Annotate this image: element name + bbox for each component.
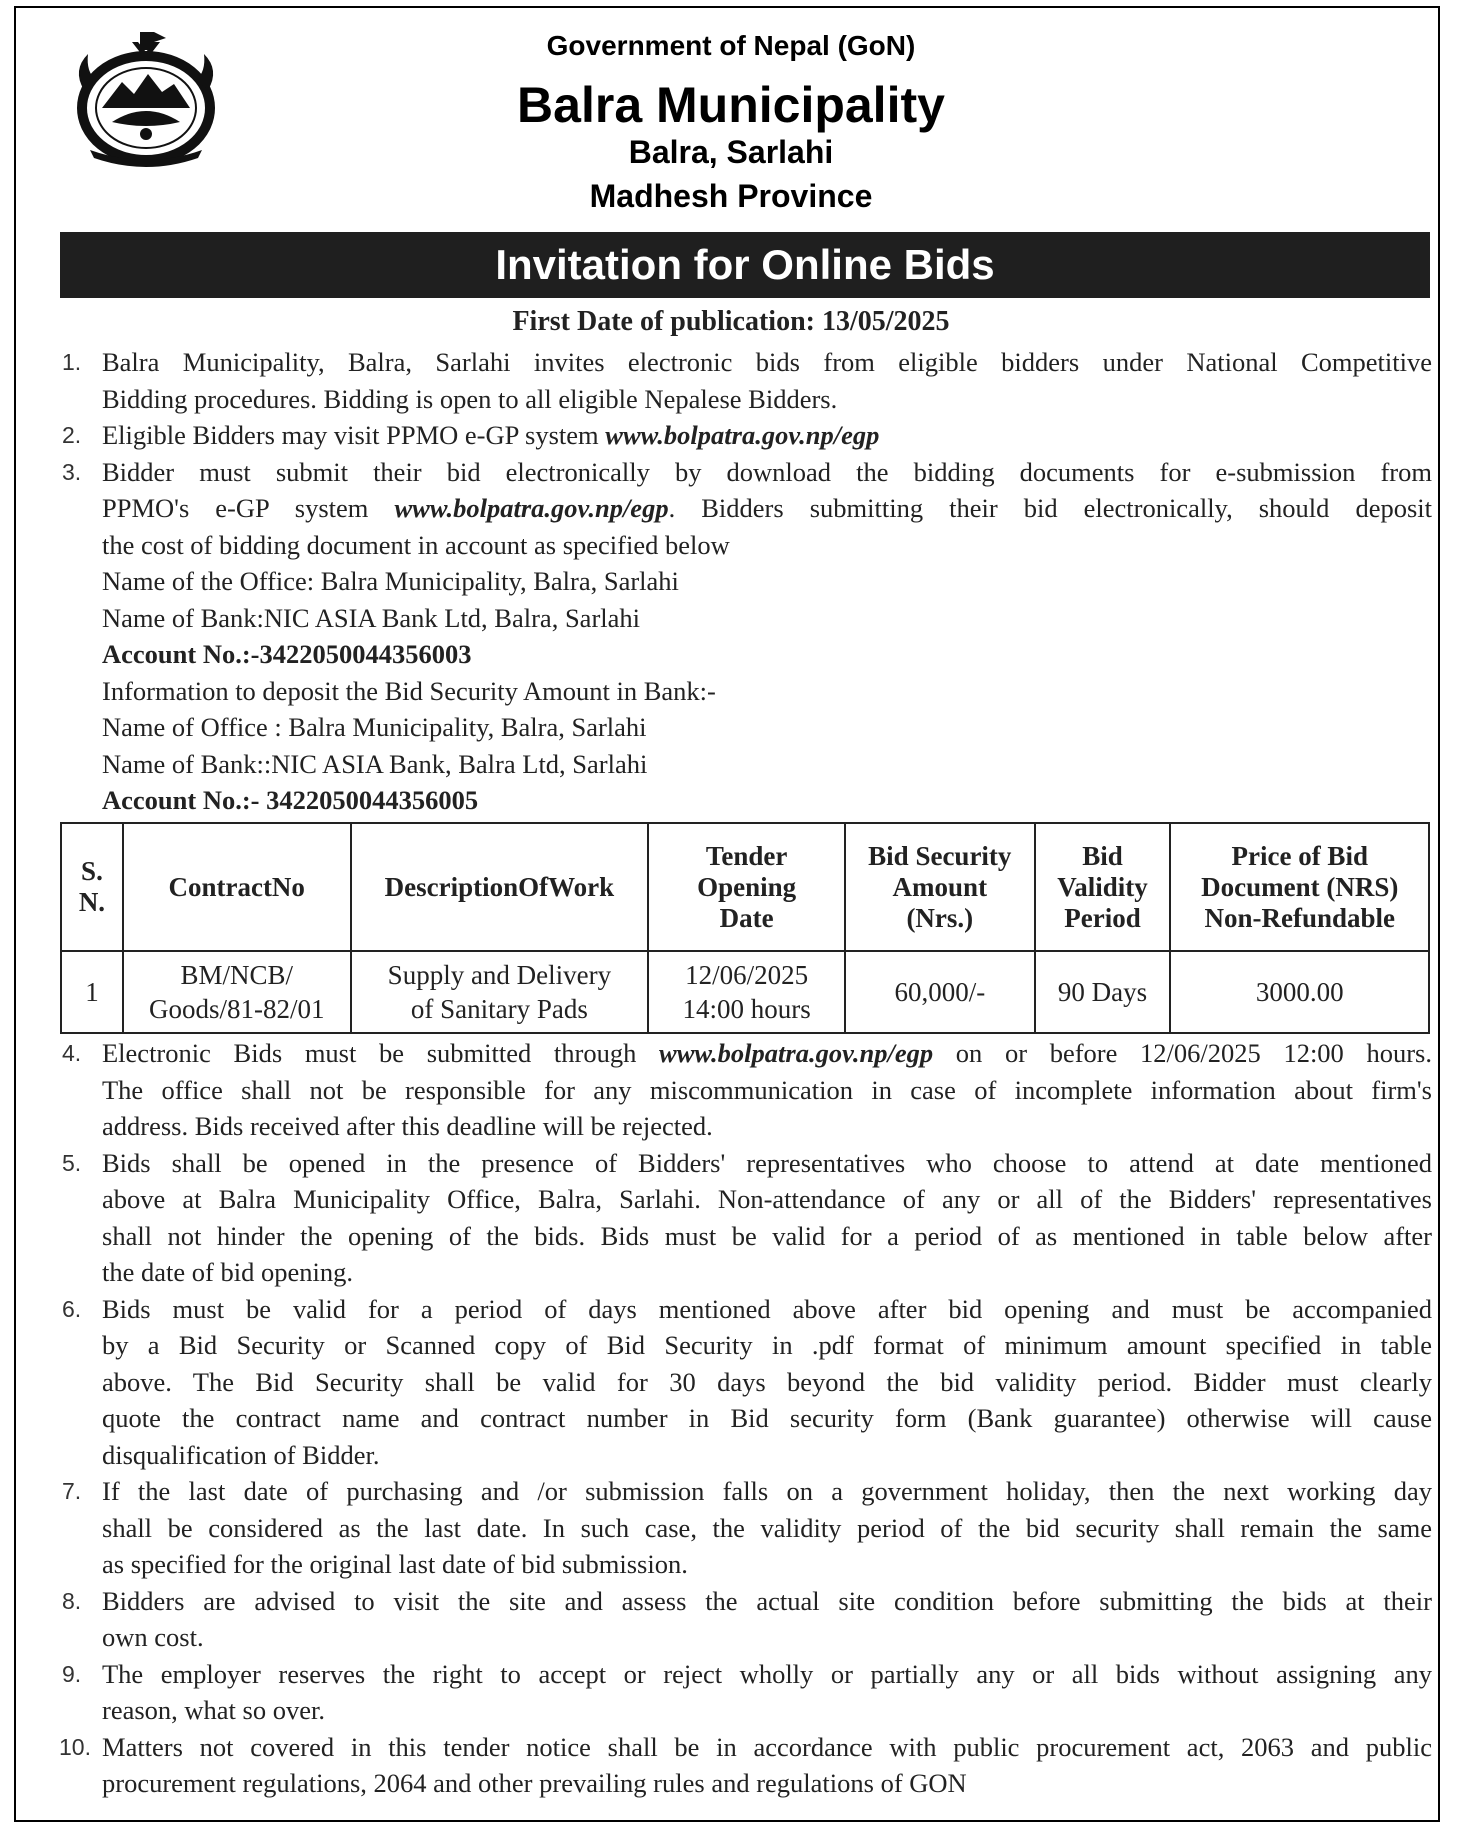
notice-item-10: 10. Matters not covered in this tender notice shall be in accordance with public procurement act, 2063 and public procurement regulations, 2064 and other prevailing rules and regulations of GON	[59, 1731, 1432, 1798]
notice-item-5: 5. Bids shall be opened in the presence of Bidders' representatives who choose to attend at date mentioned above at Balra Municipality Office, Balra, Sarlahi. Non-attendance of any or all of the Bidders' representatives shall not hinder the opening of the bids. Bids must be valid for a period of as mentioned in table below after the date of bid opening.	[62, 1147, 1432, 1287]
office-name-1: Name of the Office: Balra Municipality, Balra, Sarlahi	[102, 566, 679, 596]
notice-item-3: 3. Bidder must submit their bid electronically by download the bidding documents for e-submission from PPMO's e-GP system www.bolpatra.gov.np/egp. Bidders submitting their bid electronically, should deposit the cost of bidding document in account as specified below Name of the Office: Balra Municipality, Balra, Sarlahi Name of Bank:NIC ASIA Bank Ltd, Balra, Sarlahi Account No.:-3422050044356003 Information to deposit the Bid Security Amount in Bank:- Name of Office : Balra Municipality, Balra, Sarlahi Name of Bank::NIC ASIA Bank, Balra Ltd, Sarlahi Account No.:- 3422050044356005	[62, 454, 1432, 819]
office-name-2: Name of Office : Balra Municipality, Balra, Sarlahi	[102, 712, 647, 742]
bid-table	[60, 822, 1430, 1034]
bank-name-1: Name of Bank:NIC ASIA Bank Ltd, Balra, Sarlahi	[102, 602, 641, 633]
notice-title-banner: Invitation for Online Bids	[60, 232, 1430, 298]
header-description: DescriptionOfWork	[351, 823, 649, 951]
header-validity: Bid Validity Period	[1035, 823, 1171, 951]
cell-sn: 1	[61, 951, 123, 1033]
publication-date: First Date of publication: 13/05/2025	[512, 306, 950, 337]
cell-price: 3000.00	[1170, 951, 1429, 1033]
notice-item-4: 4. Electronic Bids must be submitted through www.bolpatra.gov.np/egp on or before 12/06/2025 12:00 hours. The office shall not be responsible for any miscommunication in case of incomplete information about firm's address. Bids received after this deadline will be rejected.	[62, 1038, 1432, 1141]
notice-item-1: 1. Balra Municipality, Balra, Sarlahi invites electronic bids from eligible bidders under National Competitive Bidding procedures. Bidding is open to all eligible Nepalese Bidders.	[62, 347, 1432, 414]
notice-item-9: 9. The employer reserves the right to accept or reject wholly or partially any or all bids without assigning any reason, what so over.	[62, 1658, 1432, 1725]
header-contract: ContractNo	[123, 823, 351, 951]
notice-items-top	[62, 344, 1432, 819]
egp-link[interactable]: www.bolpatra.gov.np/egp	[394, 493, 669, 523]
province-name: Madhesh Province	[589, 178, 873, 214]
table-header-row	[61, 823, 1429, 951]
cell-contract: BM/NCB/ Goods/81-82/01	[123, 951, 351, 1033]
table-row	[61, 951, 1429, 1033]
account-number-2: Account No.:- 3422050044356005	[102, 785, 479, 815]
cell-validity: 90 Days	[1035, 951, 1171, 1033]
government-title: Government of Nepal (GoN)	[546, 30, 916, 61]
bank-name-2: Name of Bank::NIC ASIA Bank, Balra Ltd, Sarlahi	[102, 748, 648, 779]
notice-item-6: 6. Bids must be valid for a period of days mentioned above after bid opening and must be accompanied by a Bid Security or Scanned copy of Bid Security in .pdf format of minimum amount specified in table above. The Bid Security shall be valid for 30 days beyond the bid validity period. Bidder must clearly quote the contract name and contract number in Bid security form (Bank guarantee) otherwise will cause disqualification of Bidder.	[62, 1293, 1432, 1470]
municipality-address: Balra, Sarlahi	[628, 134, 834, 170]
cell-tender-date: 12/06/2025 14:00 hours	[648, 951, 845, 1033]
security-info: Information to deposit the Bid Security Amount in Bank:-	[102, 675, 716, 706]
egp-link[interactable]: www.bolpatra.gov.np/egp	[659, 1038, 934, 1068]
cell-description: Supply and Delivery of Sanitary Pads	[351, 951, 649, 1033]
header-bid-security: Bid Security Amount (Nrs.)	[845, 823, 1035, 951]
municipality-name: Balra Municipality	[517, 77, 945, 133]
notice-item-2: 2. Eligible Bidders may visit PPMO e-GP system www.bolpatra.gov.np/egp	[62, 420, 880, 450]
cell-bid-security: 60,000/-	[845, 951, 1035, 1033]
header-price: Price of Bid Document (NRS) Non-Refundable	[1170, 823, 1429, 951]
header-tender-date: Tender Opening Date	[648, 823, 845, 951]
egp-link[interactable]: www.bolpatra.gov.np/egp	[605, 420, 880, 450]
notice-item-8: 8. Bidders are advised to visit the site and assess the actual site condition before submitting the bids at their own cost.	[62, 1585, 1432, 1652]
account-number-1: Account No.:-3422050044356003	[102, 639, 472, 669]
notice-item-7: 7. If the last date of purchasing and /or submission falls on a government holiday, then the next working day shall be considered as the last date. In such case, the validity period of the bid security shall remain the same as specified for the original last date of bid submission.	[62, 1476, 1432, 1579]
header-sn: S. N.	[61, 823, 123, 951]
notice-items-bottom	[59, 1035, 1432, 1802]
